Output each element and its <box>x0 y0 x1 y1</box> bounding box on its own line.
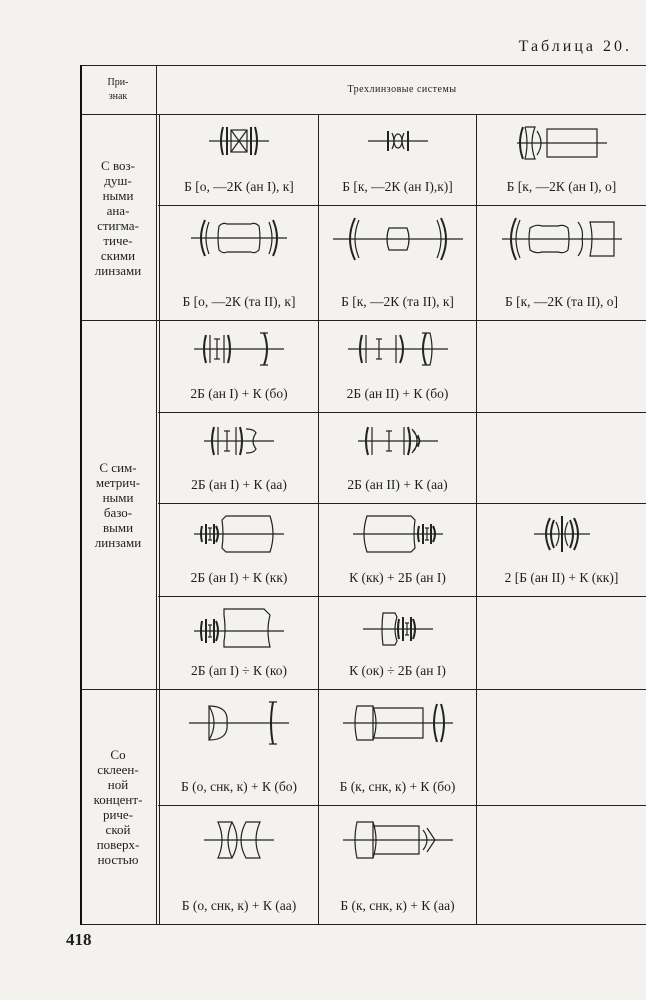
lens-diagram <box>204 421 274 461</box>
lens-diagram <box>368 123 428 159</box>
formula-label: Б (к, снк, к) + К (аа) <box>340 898 455 913</box>
lens-diagram <box>363 605 433 649</box>
table-cell <box>160 504 318 596</box>
table-cell <box>319 413 476 503</box>
formula-label: 2Б (ан II) + К (аа) <box>347 477 448 492</box>
formula-label: 2 [Б (ан II) + К (кк)] <box>504 570 619 585</box>
table-cell <box>160 115 318 205</box>
formula-label: Б [о, —2К (та II), к] <box>182 294 296 309</box>
table-cell <box>160 413 318 503</box>
lens-diagram <box>502 214 622 264</box>
group-label-cemented: Со склеен- ной концент- риче- ской поверх- ностью <box>93 747 143 867</box>
table-cell <box>477 206 646 320</box>
formula-label: 2Б (ан I) + К (бо) <box>190 386 288 401</box>
table-cell <box>477 321 646 412</box>
lens-diagram <box>194 512 284 556</box>
formula-label: Б [к, —2К (та II), к] <box>341 294 454 309</box>
formula-label: К (кк) + 2Б (ан I) <box>349 570 446 585</box>
table-cell <box>477 597 646 689</box>
formula-label: 2Б (ан I) + К (кк) <box>190 570 288 585</box>
formula-label: 2Б (ан I) + К (аа) <box>191 477 287 492</box>
table-cell <box>319 115 476 205</box>
lens-diagram <box>358 421 438 461</box>
column-rule <box>156 65 157 925</box>
table-cell <box>319 806 476 924</box>
table-cell <box>319 206 476 320</box>
lens-diagram <box>194 329 284 369</box>
table-cell <box>477 115 646 205</box>
page-number: 418 <box>66 930 92 949</box>
group-label-anastigmatic: С воз- душ- ными ана- стигма- тиче- скими линзами <box>94 157 142 278</box>
table-cell <box>160 690 318 805</box>
formula-label: 2Б (ан II) + К (бо) <box>346 386 449 401</box>
group-label-symmetric: С сим- метрич- ными базо- выми линзами <box>94 460 142 550</box>
formula-label: Б [к, —2К (ан I), о] <box>506 179 617 194</box>
formula-label: 2Б (ап I) ÷ К (ко) <box>191 663 287 678</box>
table-cell <box>160 321 318 412</box>
table-cell <box>477 413 646 503</box>
formula-label: Б (к, снк, к) + К (бо) <box>339 779 456 794</box>
lens-diagram <box>194 605 284 649</box>
table-cell <box>477 806 646 924</box>
formula-label: К (ок) ÷ 2Б (ан I) <box>349 663 446 678</box>
feature-column-header: При- знак <box>107 76 129 102</box>
lens-diagram <box>534 512 590 556</box>
table-cell <box>319 504 476 596</box>
table-bottom-rule <box>80 924 646 925</box>
systems-column-header: Трехлинзовые системы <box>347 84 457 95</box>
formula-label: Б [к, —2К (та II), о] <box>505 294 618 309</box>
lens-diagram <box>343 698 453 748</box>
lens-diagram <box>333 214 463 264</box>
table-cell <box>160 206 318 320</box>
lens-diagram <box>353 512 443 556</box>
table-cell <box>319 321 476 412</box>
table-cell <box>319 690 476 805</box>
table-cell <box>160 806 318 924</box>
formula-label: Б [о, —2К (ан I), к] <box>184 179 294 194</box>
lens-diagram <box>348 329 448 369</box>
table-cell <box>477 690 646 805</box>
lens-diagram <box>204 814 274 866</box>
formula-label: Б (о, снк, к) + К (бо) <box>180 779 298 794</box>
lens-diagram <box>191 214 287 262</box>
lens-diagram <box>343 814 453 866</box>
table-cell <box>319 597 476 689</box>
formula-label: Б [к, —2К (ан I),к)] <box>342 179 453 194</box>
lens-diagram <box>209 123 269 159</box>
lens-diagram <box>517 123 607 163</box>
table-cell <box>160 597 318 689</box>
table-title: Таблица 20. <box>518 38 632 55</box>
lens-diagram <box>189 698 289 748</box>
formula-label: Б (о, снк, к) + К (аа) <box>181 898 297 913</box>
table-cell <box>477 504 646 596</box>
lens-systems-table <box>80 65 646 925</box>
